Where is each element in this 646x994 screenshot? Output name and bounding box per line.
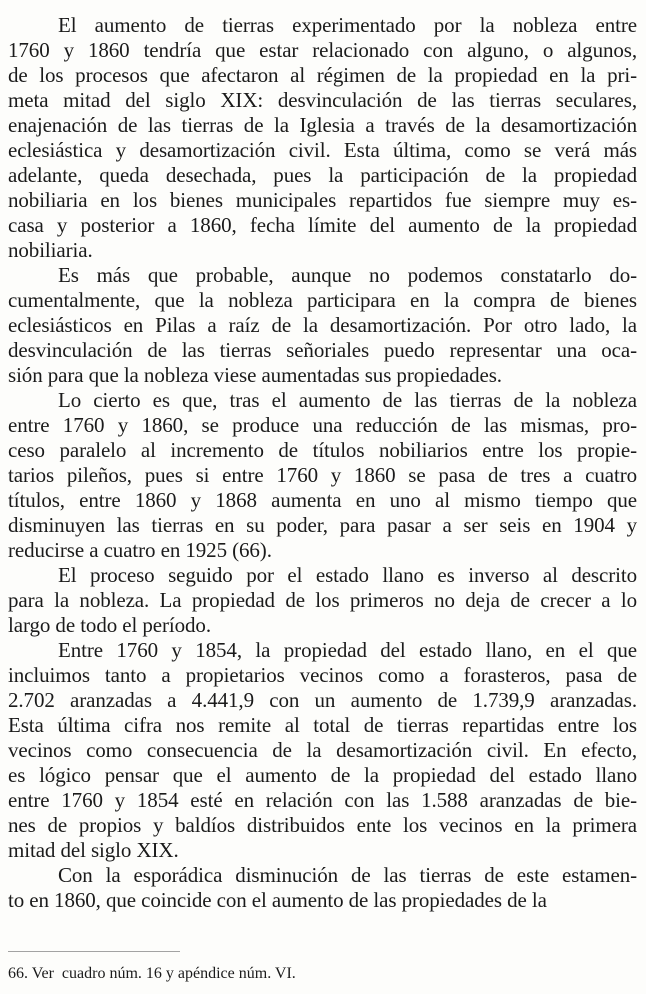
text-line: de los procesos que afectaron al régimen de la propiedad en la pri- [8, 63, 637, 87]
text-line: largo de todo el período. [8, 613, 211, 637]
text-line: entre 1760 y 1860, se produce una reducción de las mismas, pro- [8, 413, 637, 437]
text-line: sión para que la nobleza viese aumentadas sus propiedades. [8, 363, 502, 387]
text-line: desvinculación de las tierras señoriales puedo representar una oca- [8, 338, 637, 362]
text-line: tarios pileños, pues si entre 1760 y 1860 se pasa de tres a cuatro [8, 463, 637, 487]
paragraph [8, 638, 637, 863]
text-line: 2.702 aranzadas a 4.441,9 con un aumento de 1.739,9 aranzadas. [8, 688, 637, 712]
paragraph [8, 388, 637, 563]
text-line: Con la esporádica disminución de las tierras de este estamen- [58, 863, 637, 887]
footnote-area [8, 951, 637, 984]
text-line: Lo cierto es que, tras el aumento de las tierras de la nobleza [58, 388, 637, 412]
text-line: para la nobleza. La propiedad de los primeros no deja de crecer a lo [8, 588, 637, 612]
paragraph [8, 563, 637, 638]
text-line: vecinos como consecuencia de la desamortización civil. En efecto, [8, 738, 637, 762]
text-line: títulos, entre 1860 y 1868 aumenta en uno al mismo tiempo que [8, 488, 637, 512]
text-line: incluimos tanto a propietarios vecinos como a forasteros, pasa de [8, 663, 637, 687]
text-line: reducirse a cuatro en 1925 (66). [8, 538, 272, 562]
text-line: nobiliaria en los bienes municipales repartidos fue siempre muy es- [8, 188, 637, 212]
text-line: cumentalmente, que la nobleza participara en la compra de bienes [8, 288, 637, 312]
text-line: es lógico pensar que el aumento de la propiedad del estado llano [8, 763, 637, 787]
text-line: meta mitad del siglo XIX: desvinculación de las tierras seculares, [8, 88, 637, 112]
text-line: casa y posterior a 1860, fecha límite del aumento de la propiedad [8, 213, 637, 237]
text-line: entre 1760 y 1854 esté en relación con las 1.588 aranzadas de bie- [8, 788, 637, 812]
text-line: enajenación de las tierras de la Iglesia a través de la desamortización [8, 113, 637, 137]
text-line: ceso paralelo al incremento de títulos nobiliarios entre los propie- [8, 438, 637, 462]
paragraph [8, 13, 637, 263]
text-line: to en 1860, que coincide con el aumento de las propiedades de la [8, 888, 547, 912]
footnote-rule [8, 951, 180, 952]
text-line: eclesiástica y desamortización civil. Esta última, como se verá más [8, 138, 637, 162]
text-line: 1760 y 1860 tendría que estar relacionado con alguno, o algunos, [8, 38, 637, 62]
footnote-text: 66. Ver cuadro núm. 16 y apéndice núm. VI. [8, 965, 296, 982]
text-line: disminuyen las tierras en su poder, para pasar a ser seis en 1904 y [8, 513, 637, 537]
text-line: mitad del siglo XIX. [8, 838, 179, 862]
text-line: nes de propios y baldíos distribuidos ente los vecinos en la primera [8, 813, 637, 837]
text-line: eclesiásticos en Pilas a raíz de la desamortización. Por otro lado, la [8, 313, 637, 337]
text-line: adelante, queda desechada, pues la participación de la propiedad [8, 163, 637, 187]
text-line: El proceso seguido por el estado llano es inverso al descrito [58, 563, 637, 587]
text-line: Esta última cifra nos remite al total de tierras repartidas entre los [8, 713, 637, 737]
text-line: nobiliaria. [8, 238, 93, 262]
text-line: Es más que probable, aunque no podemos constatarlo do- [58, 263, 637, 287]
text-line: Entre 1760 y 1854, la propiedad del estado llano, en el que [58, 638, 637, 662]
paragraph [8, 263, 637, 388]
paragraph [8, 863, 637, 913]
body-text [8, 13, 637, 913]
text-line: El aumento de tierras experimentado por la nobleza entre [58, 13, 637, 37]
